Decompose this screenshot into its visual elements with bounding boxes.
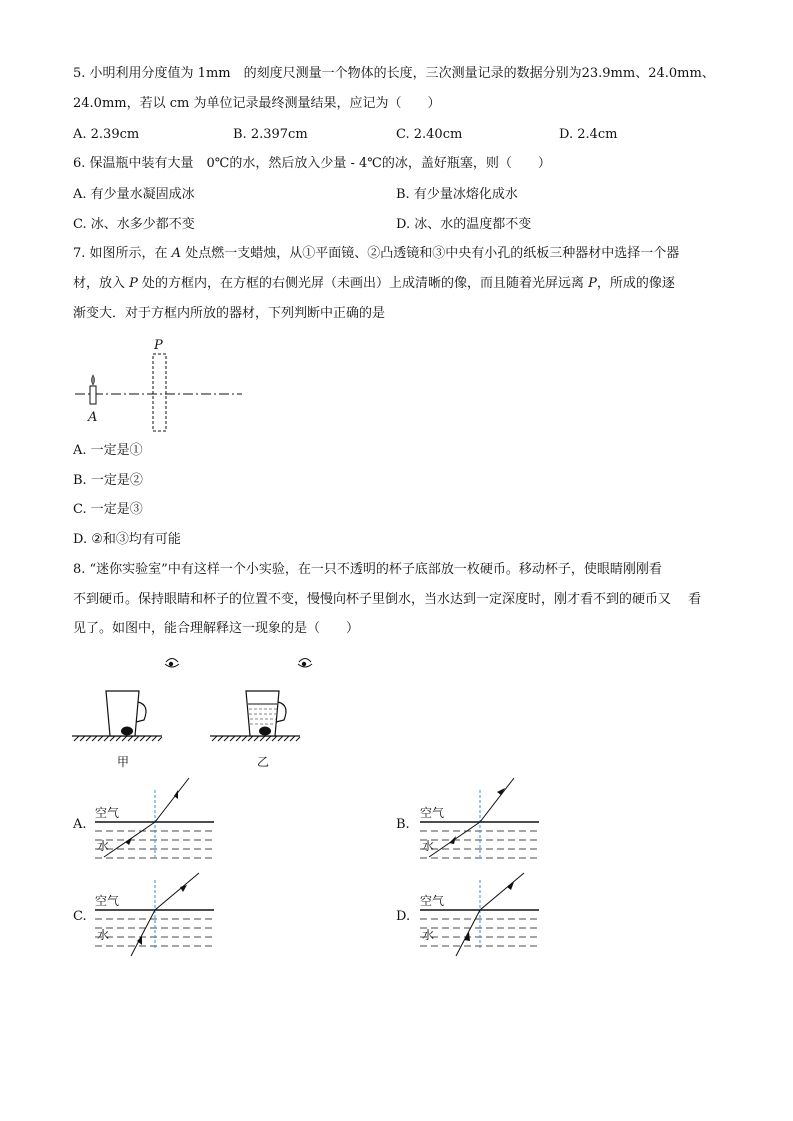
q6-option-d: D. 冰、水的温度都不变 [396, 217, 532, 232]
water-label: 水 [422, 839, 435, 853]
q8-option-c-letter: C. [73, 909, 87, 924]
eye-icon [165, 659, 179, 668]
q5-option-d: D. 2.4cm [559, 127, 618, 142]
cup-yi [246, 691, 286, 736]
water-label: 水 [422, 928, 435, 942]
q8-stem-line3: 见了。如图中，能合理解释这一现象的是（ ） [73, 621, 360, 636]
water-label: 水 [97, 839, 110, 853]
q8-diagram-d [417, 870, 542, 962]
ground-jia [72, 736, 162, 741]
q7-option-b: B. 一定是② [73, 473, 143, 488]
ray-arrow [464, 932, 470, 941]
air-label: 空气 [95, 894, 120, 908]
q5-stem-line1: 5. 小明利用分度值为 1mm 的刻度尺测量一个物体的长度，三次测量记录的数据分别为23.9mm、24.0mm、 [73, 66, 715, 81]
q7-stem-line3: 渐变大．对于方框内所放的器材，下列判断中正确的是 [73, 306, 386, 321]
q5-option-c: C. 2.40cm [396, 127, 463, 142]
q6-option-c: C. 冰、水多少都不变 [73, 217, 195, 232]
q7-candle-flame [92, 375, 95, 385]
air-label: 空气 [95, 806, 120, 820]
water-label: 水 [97, 928, 110, 942]
q7-box-p [153, 354, 166, 431]
ray-arrow [125, 838, 132, 845]
q8-option-b-letter: B. [396, 817, 410, 832]
q8-diagram-a [92, 775, 217, 865]
q8-stem-line2: 不到硬币。保持眼睛和杯子的位置不变，慢慢向杯子里倒水，当水达到一定深度时，刚才看不到的硬币又 看 [73, 592, 702, 607]
ray-arrow [180, 885, 187, 892]
q8-stem-line1: 8. “迷你实验室”中有这样一个小实验，在一只不透明的杯子底部放一枚硬币。移动杯子，使眼睛刚刚看 [73, 562, 662, 577]
q7-option-d: D. ②和③均有可能 [73, 532, 181, 547]
eye-icon [298, 659, 312, 668]
q8-cup-figures [70, 650, 310, 775]
q5-option-b: B. 2.397cm [233, 127, 308, 142]
q7-candle [90, 386, 96, 404]
light-ray [456, 873, 524, 956]
q7-option-a: A. 一定是① [73, 443, 143, 458]
cup-jia [106, 691, 146, 736]
q5-stem-line2: 24.0mm，若以 cm 为单位记录最终测量结果，应记为（ ） [73, 96, 441, 111]
ray-arrow [449, 836, 456, 844]
ray-arrow [174, 790, 178, 799]
q8-option-d-letter: D. [396, 909, 411, 924]
q6-option-b: B. 有少量冰熔化成水 [396, 187, 518, 202]
air-label: 空气 [420, 806, 445, 820]
q7-option-c: C. 一定是③ [73, 502, 143, 517]
q5-option-a: A. 2.39cm [73, 127, 140, 142]
air-label: 空气 [420, 894, 445, 908]
q8-option-a-letter: A. [73, 817, 87, 832]
q7-label-a: A [88, 410, 98, 425]
q7-label-p: P [154, 338, 163, 353]
q7-figure [70, 335, 250, 435]
label-yi: 乙 [257, 755, 270, 769]
ground-yi [210, 736, 300, 741]
q8-diagram-b [417, 775, 542, 865]
q6-option-a: A. 有少量水凝固成冰 [73, 187, 195, 202]
q8-diagram-c [92, 870, 217, 962]
label-jia: 甲 [117, 755, 130, 769]
q7-stem-line2: 材，放入 P 处的方框内，在方框的右侧光屏（未画出）上成清晰的像，而且随着光屏远离 P，所成的像逐 [73, 276, 675, 291]
q6-stem: 6. 保温瓶中装有大量 0℃的水，然后放入少量 - 4℃的冰，盖好瓶塞，则（ ） [73, 156, 551, 171]
q7-stem-line1: 7. 如图所示，在 A 处点燃一支蜡烛，从①平面镜、②凸透镜和③中央有小孔的纸板三种器材中选择一个器 [73, 246, 680, 261]
